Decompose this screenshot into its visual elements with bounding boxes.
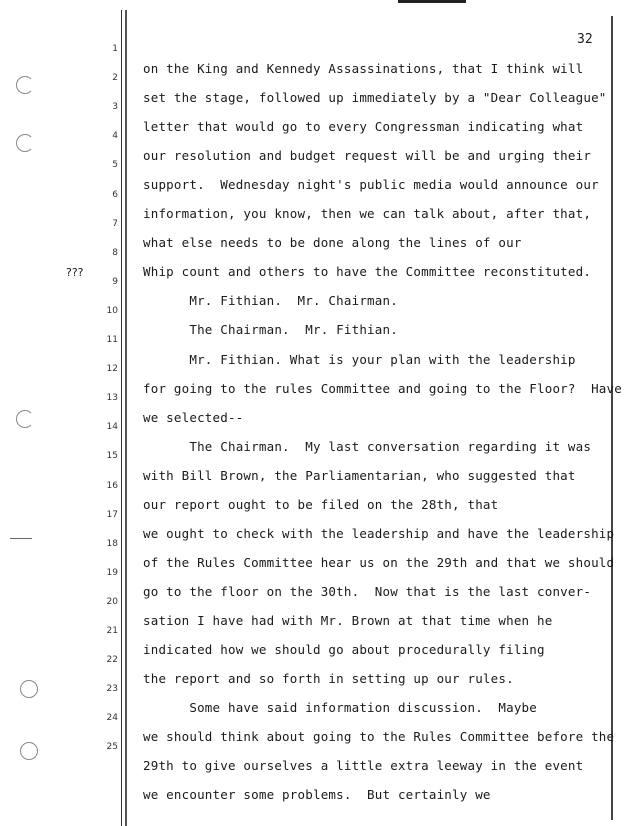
page-number: 32 (577, 32, 593, 47)
line-number: 15 (106, 451, 118, 462)
transcript-line: our resolution and budget request will be and urging their (143, 148, 592, 164)
punch-hole-icon (16, 76, 34, 94)
line-number: 8 (112, 247, 118, 258)
transcript-line: Whip count and others to have the Committee reconstituted. (143, 264, 592, 280)
transcript-line: Mr. Fithian. What is your plan with the leadership (143, 351, 576, 367)
line-number: 3 (112, 102, 118, 113)
punch-hole-icon (20, 680, 38, 698)
transcript-line: we should think about going to the Rules Committee before the (143, 729, 615, 745)
right-margin-rule (611, 16, 613, 820)
line-number: 10 (106, 305, 118, 316)
punch-hole-icon (16, 134, 34, 152)
line-number: 21 (106, 626, 118, 636)
line-number: 4 (112, 131, 118, 142)
line-number: 14 (106, 422, 118, 433)
line-number: 22 (106, 655, 118, 666)
transcript-line: go to the floor on the 30th. Now that is the last conver- (143, 583, 592, 599)
transcript-line: Some have said information discussion. Maybe (143, 700, 538, 716)
margin-note: ??? (66, 266, 84, 279)
transcript-line: we ought to check with the leadership and have the leadership (143, 525, 615, 541)
transcript-line: information, you know, then we can talk about, after that, (143, 206, 592, 222)
margin-dash-mark (10, 538, 32, 539)
line-number: 11 (106, 335, 118, 345)
line-number: 5 (112, 160, 118, 171)
line-number: 20 (106, 596, 118, 607)
transcript-line: The Chairman. Mr. Fithian. (143, 322, 398, 338)
line-number: 1 (112, 44, 118, 54)
line-number: 25 (106, 742, 118, 753)
punch-hole-icon (16, 410, 34, 428)
transcript-line: for going to the rules Committee and going to the Floor? Have (143, 380, 622, 396)
transcript-line: the report and so forth in setting up our rules. (143, 671, 514, 687)
line-number: 23 (106, 684, 118, 695)
line-number: 2 (112, 73, 118, 84)
transcript-line: with Bill Brown, the Parliamentarian, who suggested that (143, 467, 576, 483)
transcript-line: sation I have had with Mr. Brown at that time when he (143, 612, 553, 628)
transcript-line: we encounter some problems. But certainly we (143, 787, 491, 803)
line-number: 7 (112, 218, 118, 229)
transcript-line: letter that would go to every Congressman indicating what (143, 119, 584, 135)
line-number: 24 (106, 713, 118, 724)
transcript-line: on the King and Kennedy Assassinations, that I think will (143, 61, 584, 76)
left-margin-rule (121, 10, 122, 826)
transcript-line: we selected-- (143, 409, 244, 425)
transcript-line: what else needs to be done along the lines of our (143, 235, 522, 251)
line-number: 19 (106, 567, 118, 578)
transcript-line: Mr. Fithian. Mr. Chairman. (143, 293, 398, 309)
line-number: 12 (106, 364, 118, 375)
top-edge-mark (398, 0, 466, 3)
line-number: 17 (106, 509, 118, 520)
transcript-line: support. Wednesday night's public media would announce our (143, 177, 599, 193)
transcript-line: of the Rules Committee hear us on the 29th and that we should (143, 554, 615, 570)
transcript-line: our report ought to be filed on the 28th, that (143, 496, 499, 512)
line-number: 6 (112, 189, 118, 200)
line-number: 18 (106, 538, 118, 549)
line-number: 13 (106, 393, 118, 404)
transcript-line: set the stage, followed up immediately by a "Dear Colleague" (143, 90, 607, 106)
left-margin-rule-double (125, 10, 127, 826)
transcript-line: The Chairman. My last conversation regarding it was (143, 438, 592, 454)
transcript-line: indicated how we should go about procedurally filing (143, 642, 545, 657)
line-number: 16 (106, 480, 118, 491)
punch-hole-icon (20, 742, 38, 760)
transcript-line: 29th to give ourselves a little extra leeway in the event (143, 758, 584, 774)
line-number: 9 (112, 276, 118, 287)
